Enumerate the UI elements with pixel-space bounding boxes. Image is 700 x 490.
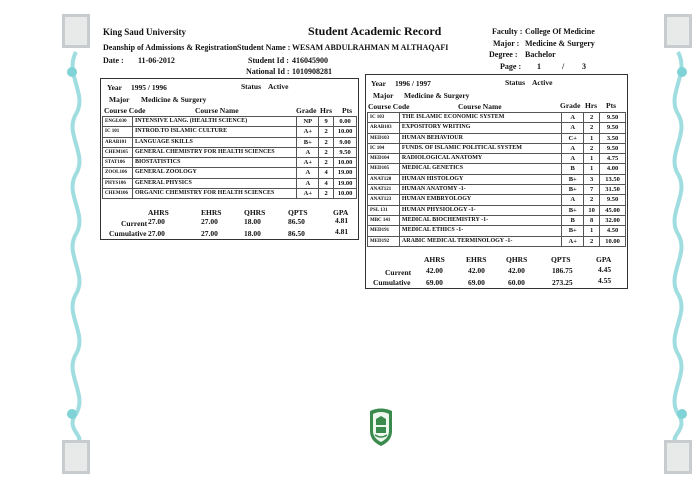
col-hrs: Hrs — [320, 106, 333, 115]
year-value: 1996 / 1997 — [395, 79, 431, 88]
major-label: Major — [109, 95, 130, 104]
course-name: HUMAN PHYSIOLOGY -1- — [399, 205, 561, 215]
course-grade: B — [562, 164, 584, 174]
current-label: Current — [385, 268, 412, 277]
course-points: 9.50 — [600, 195, 626, 205]
cumulative-gpa: 4.81 — [335, 227, 349, 236]
year-label: Year — [107, 83, 122, 92]
current-gpa: 4.81 — [335, 216, 349, 225]
course-grade: A+ — [297, 189, 319, 199]
course-code: ANAT121 — [368, 185, 400, 195]
course-code: MBC 141 — [368, 215, 400, 225]
col-hrs: Hrs — [585, 101, 598, 110]
current-ehrs: 27.00 — [201, 217, 218, 226]
course-grade: B+ — [297, 137, 319, 147]
course-code: STAT106 — [103, 158, 133, 168]
current-ahrs: 42.00 — [426, 266, 443, 275]
course-points: 9.50 — [334, 147, 357, 157]
cumulative-ahrs: 69.00 — [426, 278, 443, 287]
major-value: Medicine & Surgery — [404, 91, 470, 100]
page-label: Page : — [500, 62, 522, 71]
course-row — [103, 158, 357, 168]
course-points: 4.50 — [600, 226, 626, 236]
course-name: HUMAN BEHAVIOUR — [399, 133, 561, 143]
col-pts: Pts — [606, 101, 616, 110]
course-grade: A+ — [562, 236, 584, 246]
course-code: IC 104 — [368, 143, 400, 153]
course-hours: 2 — [584, 123, 600, 133]
course-grade: B — [562, 215, 584, 225]
course-name: GENERAL CHEMISTRY FOR HEALTH SCIENCES — [132, 147, 297, 157]
col-grade: Grade — [560, 101, 581, 110]
course-name: FUNDS. OF ISLAMIC POLITICAL SYSTEM — [399, 143, 561, 153]
course-row — [103, 178, 357, 188]
course-points: 10.00 — [334, 189, 357, 199]
course-name: THE ISLAMIC ECONOMIC SYSTEM — [399, 113, 561, 123]
national-id-value: 1010908281 — [292, 67, 332, 76]
course-hours: 1 — [584, 133, 600, 143]
course-row — [368, 174, 626, 184]
status-label: Status — [241, 82, 262, 91]
sum-gpa-label: GPA — [596, 255, 612, 264]
course-name: HUMAN HISTOLOGY — [399, 174, 561, 184]
status-label: Status — [505, 78, 526, 87]
date-label: Date : — [103, 56, 124, 65]
course-grade: A — [297, 168, 319, 178]
course-hours: 7 — [584, 185, 600, 195]
course-name: ORGANIC CHEMISTRY FOR HEALTH SCIENCES — [132, 189, 297, 199]
faculty-value: College Of Medicine — [525, 27, 595, 36]
course-row — [368, 154, 626, 164]
course-hours: 2 — [319, 158, 334, 168]
col-course-code: Course Code — [368, 102, 410, 111]
course-hours: 8 — [584, 215, 600, 225]
course-code: CHEM106 — [103, 189, 133, 199]
course-grade: A — [562, 154, 584, 164]
course-name: MEDICAL GENETICS — [399, 164, 561, 174]
student-name-value: WESAM ABDULRAHMAN M ALTHAQAFI — [292, 43, 449, 52]
course-points: 10.00 — [600, 236, 626, 246]
course-row — [368, 185, 626, 195]
cumulative-ahrs: 27.00 — [148, 229, 165, 238]
course-grade: A — [562, 113, 584, 123]
sum-ehrs-label: EHRS — [466, 255, 487, 264]
sum-qpts-label: QPTS — [551, 255, 571, 264]
course-points: 0.00 — [334, 117, 357, 127]
cumulative-qhrs: 18.00 — [244, 229, 261, 238]
course-hours: 3 — [584, 174, 600, 184]
course-hours: 2 — [319, 127, 334, 137]
course-points: 19.00 — [334, 168, 357, 178]
course-row — [368, 164, 626, 174]
cumulative-ehrs: 69.00 — [468, 278, 485, 287]
course-code: MED103 — [368, 133, 400, 143]
course-name: GENERAL PHYSICS — [132, 178, 297, 188]
course-name: MEDICAL ETHICS -1- — [399, 226, 561, 236]
course-code: ANAT120 — [368, 174, 400, 184]
ornament-pattern-icon — [62, 14, 90, 474]
faculty-label: Faculty : — [492, 27, 523, 36]
major-label: Major : — [493, 39, 520, 48]
major-value: Medicine & Surgery — [141, 95, 207, 104]
course-points: 19.00 — [334, 178, 357, 188]
course-row — [103, 137, 357, 147]
sum-gpa-label: GPA — [333, 208, 349, 217]
course-grade: NP — [297, 117, 319, 127]
current-qpts: 86.50 — [288, 217, 305, 226]
course-code: MED192 — [368, 236, 400, 246]
course-hours: 2 — [584, 236, 600, 246]
course-row — [368, 195, 626, 205]
course-name: HUMAN ANATOMY -1- — [399, 185, 561, 195]
course-grade: A — [562, 195, 584, 205]
cumulative-label: Cumulative — [109, 229, 147, 238]
current-qhrs: 18.00 — [244, 217, 261, 226]
status-value: Active — [532, 78, 553, 87]
course-hours: 2 — [584, 143, 600, 153]
page-number: 1 — [537, 62, 541, 71]
course-grade: B+ — [562, 185, 584, 195]
course-grade: B+ — [562, 174, 584, 184]
course-points: 3.50 — [600, 133, 626, 143]
decorative-border-right — [664, 14, 692, 474]
course-points: 45.00 — [600, 205, 626, 215]
course-hours: 1 — [584, 154, 600, 164]
course-points: 9.00 — [334, 137, 357, 147]
courses-table — [367, 112, 626, 247]
course-points: 31.50 — [600, 185, 626, 195]
course-code: IC 103 — [368, 113, 400, 123]
national-id-label: National Id : — [246, 67, 290, 76]
cumulative-qpts: 86.50 — [288, 229, 305, 238]
course-points: 13.50 — [600, 174, 626, 184]
course-grade: B+ — [562, 226, 584, 236]
course-grade: A — [297, 178, 319, 188]
course-points: 4.00 — [600, 164, 626, 174]
course-hours: 1 — [584, 164, 600, 174]
sum-ehrs-label: EHRS — [201, 208, 222, 217]
sum-qhrs-label: QHRS — [244, 208, 266, 217]
year-value: 1995 / 1996 — [131, 83, 167, 92]
course-name: LANGUAGE SKILLS — [132, 137, 297, 147]
course-name: ARABIC MEDICAL TERMINOLOGY -1- — [399, 236, 561, 246]
course-row — [368, 143, 626, 153]
date-value: 11-06-2012 — [138, 56, 175, 65]
course-points: 9.50 — [600, 143, 626, 153]
cumulative-qpts: 273.25 — [552, 278, 573, 287]
course-grade: A+ — [297, 127, 319, 137]
course-hours: 2 — [319, 137, 334, 147]
course-code: MED104 — [368, 154, 400, 164]
course-grade: A — [562, 123, 584, 133]
course-code: PHYS106 — [103, 178, 133, 188]
sum-ahrs-label: AHRS — [148, 208, 169, 217]
university-logo-icon — [367, 407, 395, 447]
col-course-code: Course Code — [104, 106, 146, 115]
course-points: 10.00 — [334, 127, 357, 137]
sum-ahrs-label: AHRS — [424, 255, 445, 264]
course-points: 9.50 — [600, 113, 626, 123]
course-code: MED191 — [368, 226, 400, 236]
current-qhrs: 42.00 — [508, 266, 525, 275]
ornament-pattern-icon — [664, 14, 692, 474]
course-code: MED105 — [368, 164, 400, 174]
course-code: CHEM105 — [103, 147, 133, 157]
cumulative-gpa: 4.55 — [598, 276, 612, 285]
current-gpa: 4.45 — [598, 265, 612, 274]
course-row — [103, 147, 357, 157]
course-hours: 2 — [319, 189, 334, 199]
course-row — [368, 123, 626, 133]
current-ahrs: 27.00 — [148, 217, 165, 226]
course-hours: 2 — [584, 113, 600, 123]
col-course-name: Course Name — [195, 106, 239, 115]
col-course-name: Course Name — [458, 102, 502, 111]
cumulative-qhrs: 60.00 — [508, 278, 525, 287]
course-row — [103, 189, 357, 199]
year-label: Year — [371, 79, 386, 88]
course-hours: 10 — [584, 205, 600, 215]
course-points: 4.75 — [600, 154, 626, 164]
course-row — [103, 117, 357, 127]
major-label: Major — [373, 91, 394, 100]
course-grade: A+ — [297, 158, 319, 168]
student-name-label: Student Name : — [237, 43, 291, 52]
course-row — [368, 215, 626, 225]
page-separator: / — [562, 62, 565, 71]
course-hours: 4 — [319, 168, 334, 178]
course-hours: 2 — [584, 195, 600, 205]
deanship-label: Deanship of Admissions & Registration — [103, 43, 238, 52]
course-code: PSL 131 — [368, 205, 400, 215]
course-name: EXPOSITORY WRITING — [399, 123, 561, 133]
course-points: 10.00 — [334, 158, 357, 168]
year-record-panel-1 — [100, 78, 359, 240]
course-code: ARAB103 — [368, 123, 400, 133]
course-code: ARAB101 — [103, 137, 133, 147]
course-row — [368, 205, 626, 215]
course-name: RADIOLOGICAL ANATOMY — [399, 154, 561, 164]
course-name: MEDICAL BIOCHEMISTRY -1- — [399, 215, 561, 225]
status-value: Active — [268, 82, 289, 91]
course-name: HUMAN EMBRYOLOGY — [399, 195, 561, 205]
course-code: ANAT123 — [368, 195, 400, 205]
student-id-label: Student Id : — [248, 56, 289, 65]
course-grade: C+ — [562, 133, 584, 143]
decorative-border-left — [62, 14, 90, 474]
course-name: GENERAL ZOOLOGY — [132, 168, 297, 178]
course-code: IC 101 — [103, 127, 133, 137]
course-grade: A — [297, 147, 319, 157]
course-code: ENGL030 — [103, 117, 133, 127]
page-total: 3 — [582, 62, 586, 71]
course-grade: B+ — [562, 205, 584, 215]
degree-value: Bachelor — [525, 50, 556, 59]
course-code: ZOOL106 — [103, 168, 133, 178]
course-row — [368, 236, 626, 246]
degree-label: Degree : — [489, 50, 518, 59]
cumulative-label: Cumulative — [373, 278, 411, 287]
document-title: Student Academic Record — [308, 24, 442, 38]
course-hours: 2 — [319, 147, 334, 157]
course-row — [368, 133, 626, 143]
course-points: 32.00 — [600, 215, 626, 225]
year-record-panel-2 — [365, 74, 628, 289]
course-row — [103, 168, 357, 178]
course-name: BIOSTATISTICS — [132, 158, 297, 168]
current-ehrs: 42.00 — [468, 266, 485, 275]
course-name: INTENSIVE LANG. (HEALTH SCIENCE) — [132, 117, 297, 127]
course-row — [368, 226, 626, 236]
course-hours: 4 — [319, 178, 334, 188]
current-qpts: 186.75 — [552, 266, 573, 275]
col-pts: Pts — [342, 106, 352, 115]
cumulative-ehrs: 27.00 — [201, 229, 218, 238]
courses-table — [102, 116, 357, 199]
current-label: Current — [121, 219, 148, 228]
course-row — [368, 113, 626, 123]
course-points: 9.50 — [600, 123, 626, 133]
col-grade: Grade — [296, 106, 317, 115]
course-hours: 9 — [319, 117, 334, 127]
sum-qpts-label: QPTS — [288, 208, 308, 217]
course-row — [103, 127, 357, 137]
course-hours: 1 — [584, 226, 600, 236]
course-grade: A — [562, 143, 584, 153]
major-value: Medicine & Surgery — [525, 39, 595, 48]
student-id-value: 416045900 — [292, 56, 328, 65]
sum-qhrs-label: QHRS — [506, 255, 528, 264]
course-name: INTROD.TO ISLAMIC CULTURE — [132, 127, 297, 137]
university-name: King Saud University — [103, 27, 187, 37]
